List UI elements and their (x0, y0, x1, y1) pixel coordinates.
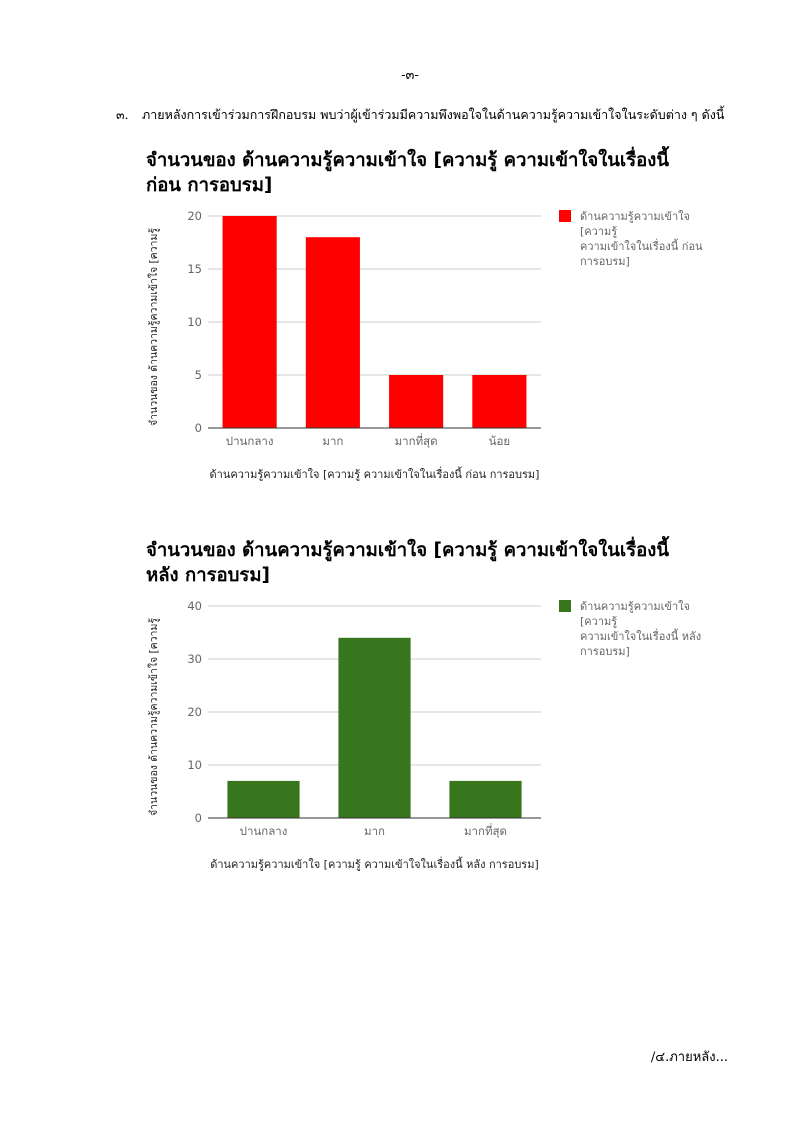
chart-title-line1: จำนวนของ ด้านความรู้ความเข้าใจ [ความรู้ ความเข้าใจในเรื่องนี้ (146, 150, 669, 171)
x-tick-label: มากที่สุด (394, 434, 438, 448)
chart-plot (146, 538, 746, 878)
x-tick-label: มาก (322, 434, 344, 448)
y-axis-title: จำนวนของ ด้านความรู้ความเข้าใจ [ความรู้ (148, 227, 160, 427)
y-tick-label: 5 (194, 368, 202, 382)
legend-label: ความเข้าใจในเรื่องนี้ หลัง (580, 630, 702, 643)
y-tick-label: 0 (194, 811, 202, 825)
bar (338, 638, 410, 818)
x-tick-label: มากที่สุด (463, 824, 508, 838)
chart-title-line2: ก่อน การอบรม] (146, 175, 273, 196)
x-axis-title: ด้านความรู้ความเข้าใจ [ความรู้ ความเข้าใจในเรื่องนี้ ก่อน การอบรม] (209, 468, 540, 481)
y-tick-label: 20 (187, 705, 202, 719)
chart-title-line2: หลัง การอบรม] (146, 565, 270, 586)
intro-paragraph (116, 105, 736, 125)
y-tick-label: 30 (187, 652, 202, 666)
legend-label: [ความรู้ (580, 615, 618, 628)
bar (306, 237, 360, 428)
x-axis-title: ด้านความรู้ความเข้าใจ [ความรู้ ความเข้าใจในเรื่องนี้ หลัง การอบรม] (210, 858, 539, 871)
bar (449, 781, 521, 818)
legend-label: ด้านความรู้ความเข้าใจ (580, 210, 690, 223)
intro-text: ภายหลังการเข้าร่วมการฝึกอบรม พบว่าผู้เข้าร่วมมีความพึงพอใจในด้านความรู้ความเข้าใจในระดับต่าง ๆ ดังนี้ (142, 107, 725, 122)
y-tick-label: 10 (187, 315, 202, 329)
chart-before-training (146, 148, 746, 481)
page-footer: /๔.ภายหลัง... (650, 1050, 728, 1065)
y-tick-label: 10 (187, 758, 202, 772)
legend-label: การอบรม] (580, 645, 630, 658)
x-tick-label: น้อย (488, 434, 511, 448)
bar (472, 375, 526, 428)
legend-swatch (559, 600, 571, 612)
page-number: -๓- (401, 68, 419, 83)
legend-label: ความเข้าใจในเรื่องนี้ ก่อน (580, 240, 703, 253)
y-tick-label: 20 (187, 209, 202, 223)
bar (227, 781, 299, 818)
legend-label: การอบรม] (580, 255, 630, 268)
legend-label: ด้านความรู้ความเข้าใจ (580, 600, 690, 613)
y-tick-label: 0 (194, 421, 202, 435)
intro-number: ๓. (116, 107, 129, 122)
x-tick-label: ปานกลาง (225, 434, 274, 448)
chart-plot (146, 148, 746, 488)
y-axis-title: จำนวนของ ด้านความรู้ความเข้าใจ [ความรู้ (148, 617, 160, 817)
chart-title-line1: จำนวนของ ด้านความรู้ความเข้าใจ [ความรู้ ความเข้าใจในเรื่องนี้ (146, 540, 669, 561)
y-tick-label: 15 (187, 262, 202, 276)
bar (223, 216, 277, 428)
chart-after-training (146, 538, 746, 871)
x-tick-label: ปานกลาง (239, 824, 288, 838)
legend-swatch (559, 210, 571, 222)
legend-label: [ความรู้ (580, 225, 618, 238)
bar (389, 375, 443, 428)
y-tick-label: 40 (187, 599, 202, 613)
x-tick-label: มาก (363, 824, 386, 838)
